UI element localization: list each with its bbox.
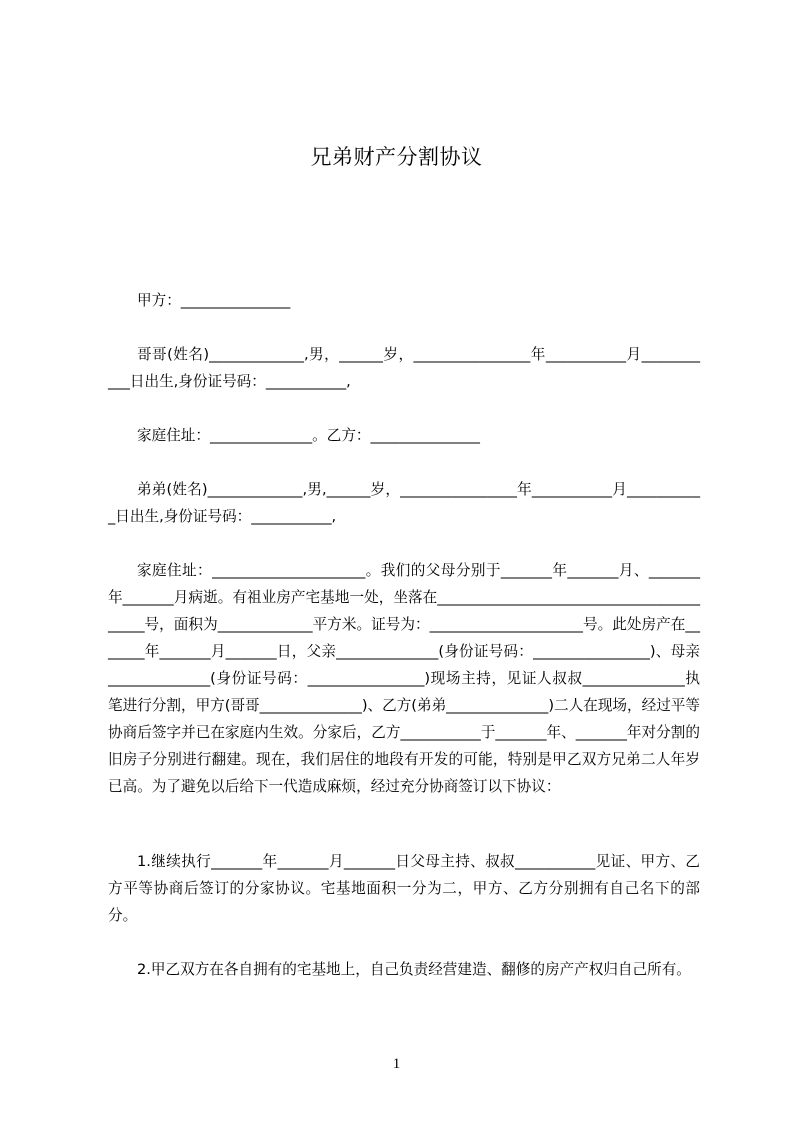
younger-brother-info-paragraph: 弟弟(姓名)_____________,男,______岁，________________年___________月___________日出生,身份证号码：___________, (108, 481, 700, 525)
address-party-b-line: 家庭住址：______________。乙方：_______________ (137, 427, 480, 444)
clause-2-paragraph: 2.甲乙双方在各自拥有的宅基地上，自己负责经营建造、翻修的房产产权归自己所有。 (137, 961, 691, 978)
page-number: 1 (392, 1056, 401, 1072)
clause-1-paragraph: 1.继续执行_______年_______月_______日父母主持、叔叔___________见证、甲方、乙方平等协商后签订的分家协议。宅基地面积一分为二，甲方、乙方分别拥有自己名下的部分。 (108, 853, 700, 924)
document-title: 兄弟财产分割协议 (310, 145, 483, 169)
elder-brother-info-paragraph: 哥哥(姓名)_____________,男，______岁，________________年___________月___________日出生,身份证号码：___________, (108, 346, 700, 390)
party-a-line: 甲方：_______________ (137, 292, 291, 309)
background-paragraph: 家庭住址：_____________________。我们的父母分别于_______年_______月、_______年_______月病逝。有祖业房产宅基地一处，坐落在_________________________________________号，面积为_____________平方米。证号为：_____________________号。此处房产在_______年_______月_______日，父亲______________(身份证号码：________________)、母亲______________(身份证号码：________________)现场主持，见证人叔叔______________执笔进行分割，甲方(哥哥______________)、乙方(弟弟______________)二人在现场，经过平等协商后签字并已在家庭内生效。分家后，乙方___________于_______年、_______年对分割的旧房子分别进行翻建。现在，我们居住的地段有开发的可能，特别是甲乙双方兄弟二人年岁已高。为了避免以后给下一代造成麻烦，经过充分协商签订以下协议： (108, 562, 700, 795)
